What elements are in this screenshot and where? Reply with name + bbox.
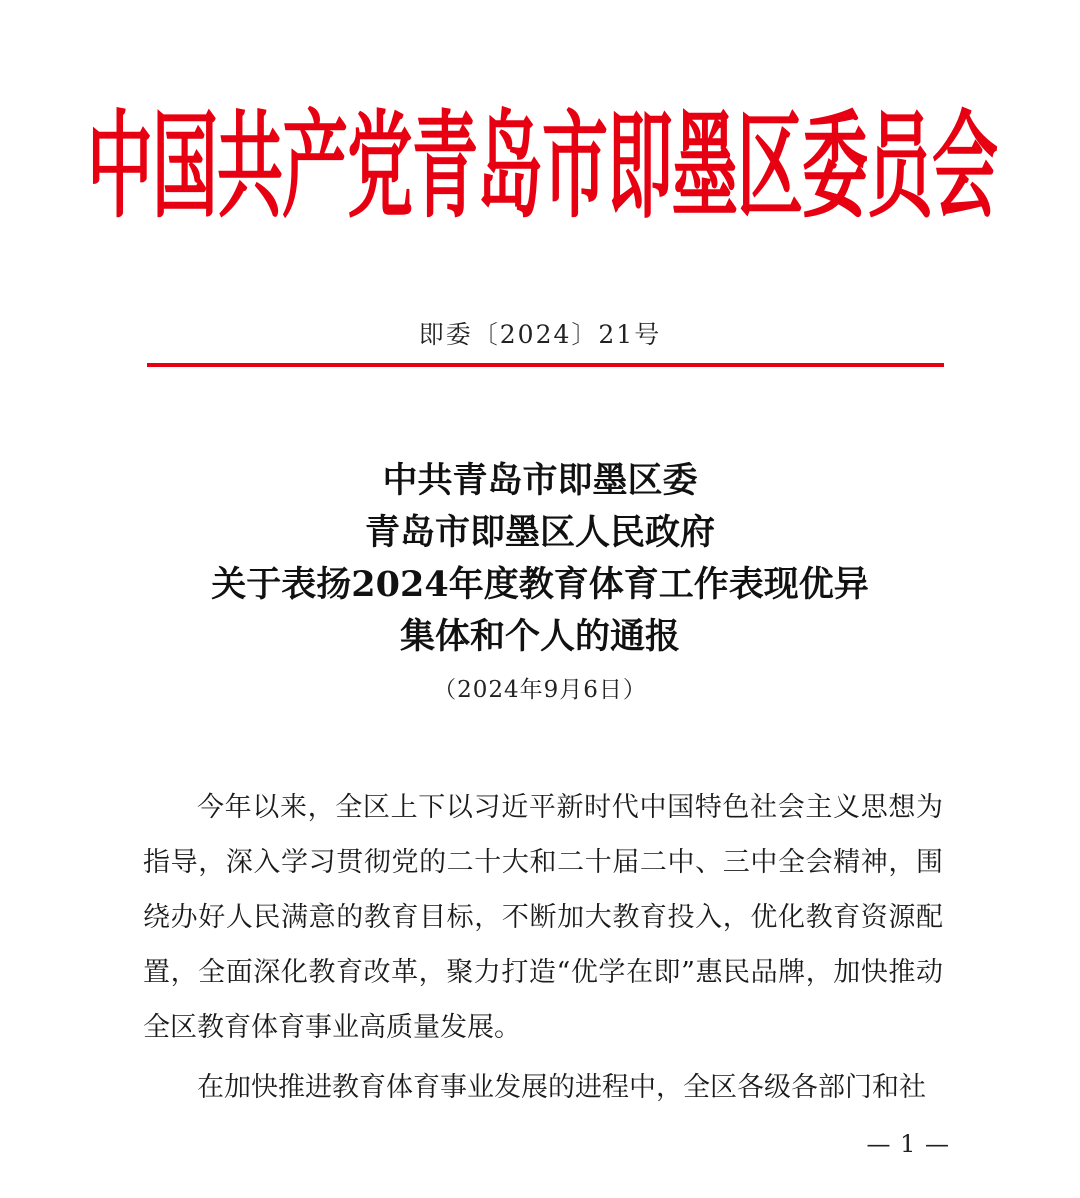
title-line: 关于表扬2024年度教育体育工作表现优异 [211, 564, 869, 605]
document-date: （2024年9月6日） [433, 677, 647, 703]
page-number: — 1 — [866, 1130, 950, 1158]
document-title [0, 455, 1080, 704]
body-paragraph: 在加快推进教育体育事业发展的进程中，全区各级各部门和社 [197, 1072, 926, 1103]
issuer-header: 中国共产党青岛市即墨区委员会 [87, 98, 997, 233]
body-paragraph: 今年以来，全区上下以习近平新时代中国特色社会主义思想为指导，深入学习贯彻党的二十大和二十届二中、三中全会精神，围绕办好人民满意的教育目标，不断加大教育投入，优化教育资源配置，全面深化教育改革，聚力打造“优学在即”惠民品牌，加快推动全区教育体育事业高质量发展。 [143, 792, 943, 1043]
title-line: 青岛市即墨区人民政府 [364, 512, 715, 553]
title-line: 集体和个人的通报 [399, 616, 680, 657]
document-number: 即委〔2024〕21号 [418, 320, 662, 349]
title-line: 中共青岛市即墨区委 [382, 460, 698, 501]
red-divider-line [147, 363, 944, 367]
document-body [143, 780, 943, 1115]
